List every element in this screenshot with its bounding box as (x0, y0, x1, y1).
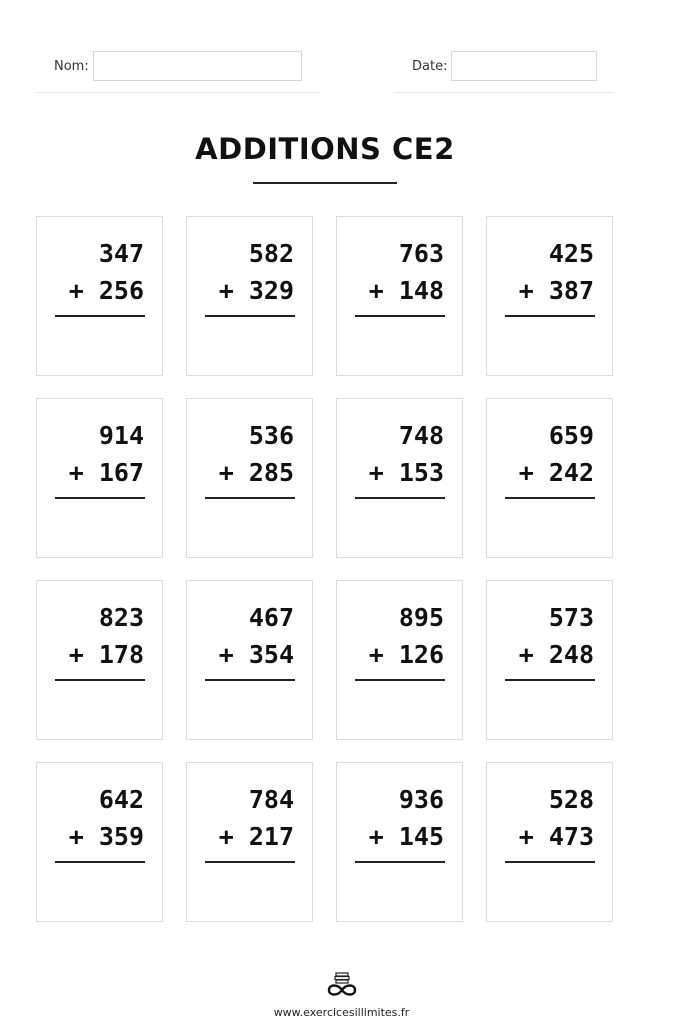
addend-bottom: + 145 (368, 822, 444, 851)
addend-bottom: + 285 (218, 458, 294, 487)
sum-line (205, 315, 295, 317)
addend-top: 642 (98, 785, 144, 814)
addend-bottom: + 256 (68, 276, 144, 305)
addend-bottom: + 167 (68, 458, 144, 487)
footer-website-link[interactable]: www.exercicesillimites.fr (273, 1006, 410, 1019)
problem-card-11[interactable] (336, 580, 463, 740)
addend-bottom: + 329 (218, 276, 294, 305)
sum-line (355, 497, 445, 499)
addend-top: 914 (98, 421, 144, 450)
addend-bottom: + 359 (68, 822, 144, 851)
problem-card-16[interactable] (486, 762, 613, 922)
addend-top: 823 (98, 603, 144, 632)
addend-top: 347 (98, 239, 144, 268)
title-underline (253, 182, 397, 184)
addend-bottom: + 217 (218, 822, 294, 851)
sum-line (355, 861, 445, 863)
problem-card-15[interactable] (336, 762, 463, 922)
problem-card-10[interactable] (186, 580, 313, 740)
sum-line (55, 315, 145, 317)
addend-bottom: + 473 (518, 822, 594, 851)
name-label: Nom: (54, 58, 89, 74)
infinity-books-icon (326, 972, 358, 998)
name-field-group (54, 50, 302, 82)
addend-bottom: + 178 (68, 640, 144, 669)
addend-bottom: + 387 (518, 276, 594, 305)
problem-card-4[interactable] (486, 216, 613, 376)
sum-line (55, 679, 145, 681)
addend-top: 895 (398, 603, 444, 632)
problem-card-8[interactable] (486, 398, 613, 558)
problem-card-7[interactable] (336, 398, 463, 558)
sum-line (55, 861, 145, 863)
sum-line (205, 861, 295, 863)
problem-card-2[interactable] (186, 216, 313, 376)
problem-card-1[interactable] (36, 216, 163, 376)
sum-line (505, 497, 595, 499)
addend-top: 573 (548, 603, 594, 632)
addend-top: 528 (548, 785, 594, 814)
problem-card-3[interactable] (336, 216, 463, 376)
addend-top: 467 (248, 603, 294, 632)
addend-bottom: + 153 (368, 458, 444, 487)
problem-card-13[interactable] (36, 762, 163, 922)
addend-bottom: + 354 (218, 640, 294, 669)
addend-bottom: + 148 (368, 276, 444, 305)
problem-card-5[interactable] (36, 398, 163, 558)
addend-top: 659 (548, 421, 594, 450)
addend-bottom: + 126 (368, 640, 444, 669)
name-input[interactable] (93, 51, 302, 81)
sum-line (505, 315, 595, 317)
addend-top: 784 (248, 785, 294, 814)
page-title: ADDITIONS CE2 (195, 132, 455, 166)
addend-bottom: + 242 (518, 458, 594, 487)
name-underline (36, 92, 320, 93)
addend-top: 936 (398, 785, 444, 814)
addend-top: 748 (398, 421, 444, 450)
problem-card-6[interactable] (186, 398, 313, 558)
problem-card-14[interactable] (186, 762, 313, 922)
sum-line (505, 861, 595, 863)
sum-line (505, 679, 595, 681)
sum-line (55, 497, 145, 499)
addend-bottom: + 248 (518, 640, 594, 669)
sum-line (205, 679, 295, 681)
date-underline (394, 92, 614, 93)
addend-top: 536 (248, 421, 294, 450)
date-input[interactable] (451, 51, 597, 81)
problem-card-12[interactable] (486, 580, 613, 740)
date-label: Date: (412, 58, 448, 74)
sum-line (355, 679, 445, 681)
sum-line (355, 315, 445, 317)
addend-top: 425 (548, 239, 594, 268)
date-field-group (412, 50, 597, 82)
sum-line (205, 497, 295, 499)
addend-top: 763 (398, 239, 444, 268)
problem-card-9[interactable] (36, 580, 163, 740)
addend-top: 582 (248, 239, 294, 268)
